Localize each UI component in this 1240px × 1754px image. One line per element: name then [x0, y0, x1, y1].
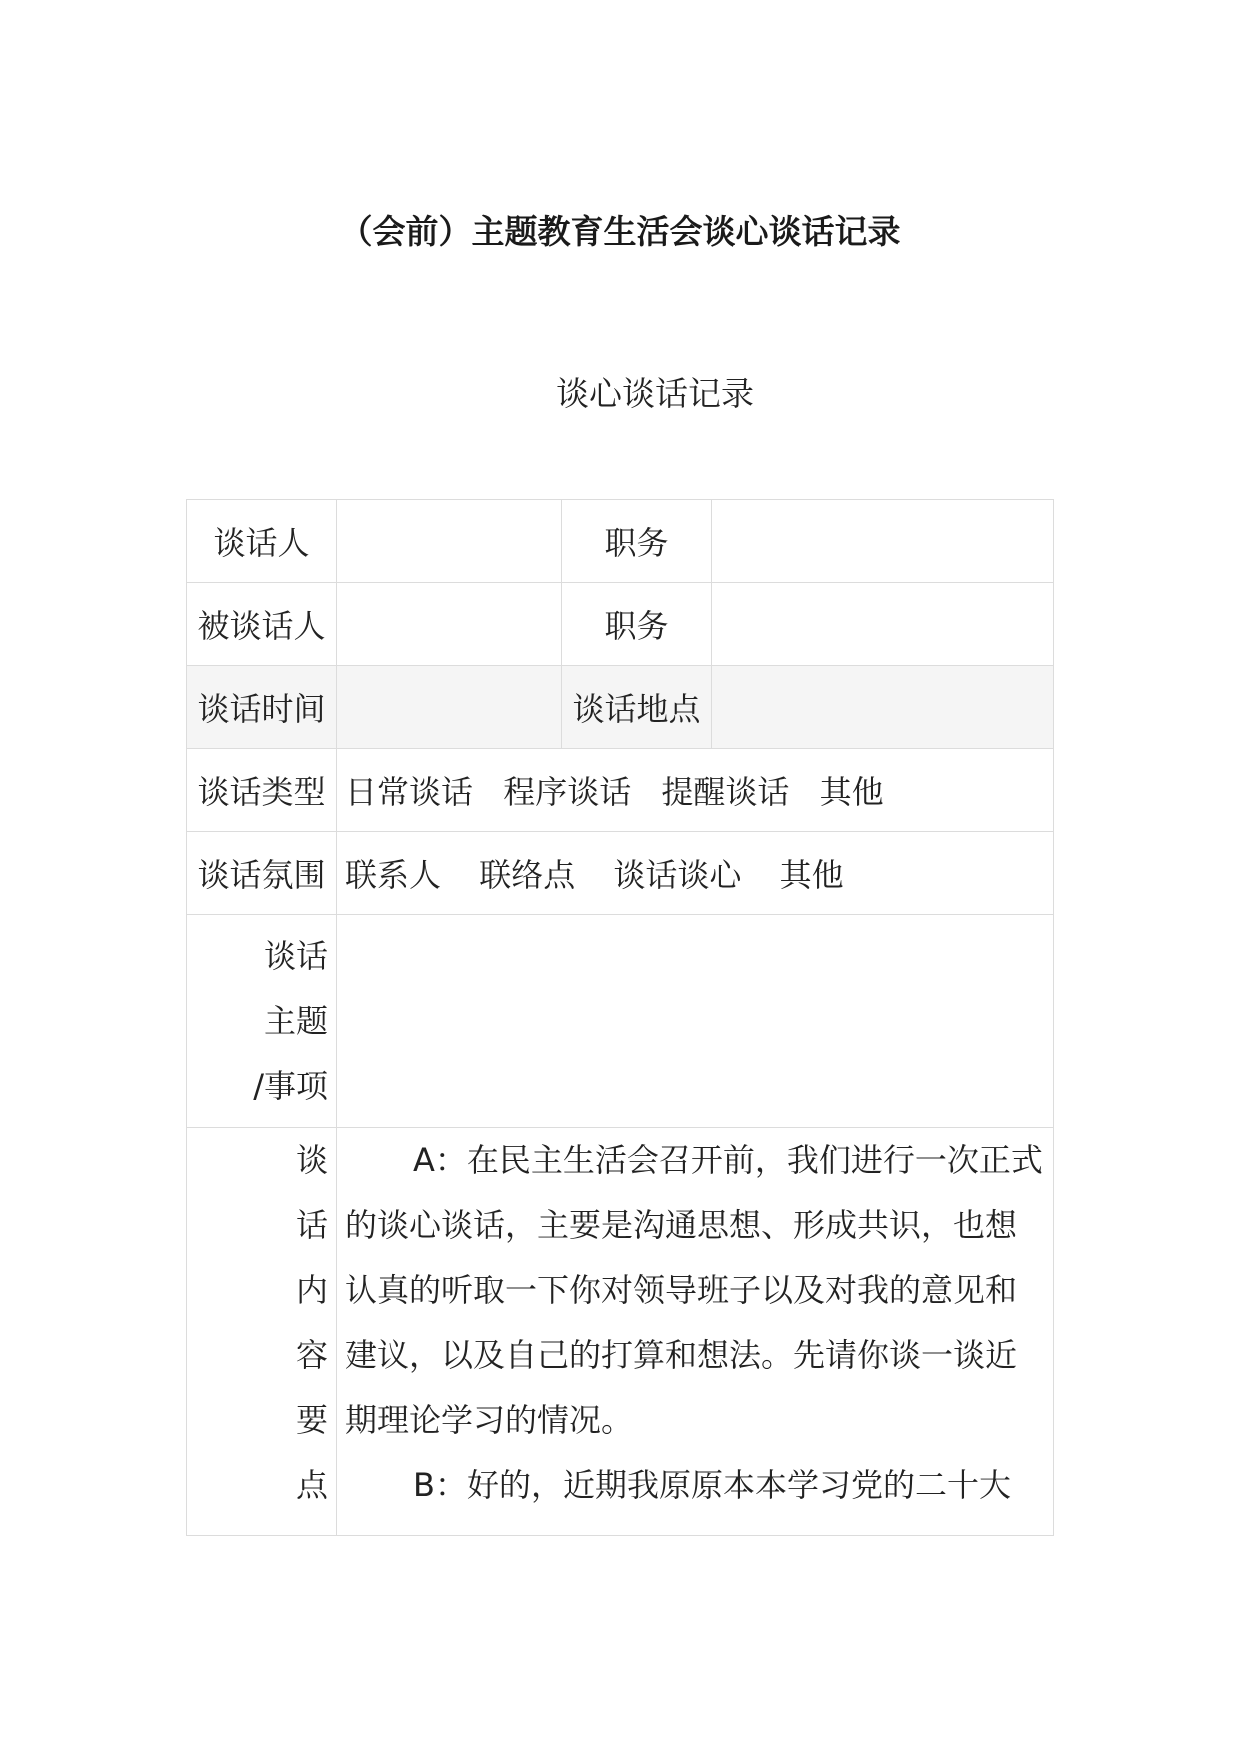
atmosphere-option-heart-talk[interactable]: 谈话谈心: [613, 856, 742, 894]
label-talk-type: 谈话类型: [187, 749, 337, 832]
label-talk-place: 谈话地点: [562, 666, 712, 749]
label-talk-topic-line-1: 谈话: [263, 936, 328, 975]
label-talk-topic-line-2: 主题: [263, 1001, 328, 1040]
atmosphere-option-liaison-point[interactable]: 联络点: [479, 856, 576, 894]
talkee-position-value[interactable]: [712, 583, 1054, 666]
talk-topic-value[interactable]: [337, 915, 1054, 1128]
label-talk-topic: [187, 915, 337, 1128]
talk-time-value[interactable]: [337, 666, 562, 749]
label-talk-atmosphere: 谈话氛围: [187, 832, 337, 915]
row-talk-atmosphere: [187, 832, 1054, 915]
row-talker: [187, 500, 1054, 583]
row-talk-topic: [187, 915, 1054, 1128]
label-talk-content-char-4: 容: [295, 1336, 328, 1374]
label-talk-content-char-3: 内: [295, 1271, 328, 1309]
label-talk-content-char-5: 要: [295, 1401, 328, 1439]
talk-record-table: [186, 499, 1054, 1536]
atmosphere-option-contact[interactable]: 联系人: [345, 856, 442, 894]
talk-content-value[interactable]: [337, 1128, 1054, 1536]
row-talkee: [187, 583, 1054, 666]
talker-position-value[interactable]: [712, 500, 1054, 583]
talk-place-value[interactable]: [712, 666, 1054, 749]
label-talk-content-char-2: 话: [295, 1206, 328, 1244]
talk-content-paragraph-b: B：好的，近期我原原本本学习党的二十大: [413, 1466, 1011, 1504]
row-talk-type: [187, 749, 1054, 832]
row-time-place: [187, 666, 1054, 749]
document-title: （会前）主题教育生活会谈心谈话记录: [339, 212, 901, 251]
label-talk-content-char-1: 谈: [295, 1141, 328, 1179]
label-talk-content-char-6: 点: [295, 1466, 328, 1504]
talker-value[interactable]: [337, 500, 562, 583]
talk-type-option-other[interactable]: 其他: [819, 773, 884, 811]
document-subtitle: 谈心谈话记录: [556, 374, 754, 413]
label-talk-content: [187, 1128, 337, 1536]
label-talkee: 被谈话人: [187, 583, 337, 666]
talk-type-options: [337, 749, 1054, 832]
label-talk-topic-line-3: /事项: [253, 1066, 328, 1105]
talkee-value[interactable]: [337, 583, 562, 666]
label-talker: 谈话人: [187, 500, 337, 583]
label-talkee-position: 职务: [562, 583, 712, 666]
label-talk-time: 谈话时间: [187, 666, 337, 749]
label-talker-position: 职务: [562, 500, 712, 583]
talk-content-paragraph-a: A：在民主生活会召开前，我们进行一次正式的谈心谈话，主要是沟通思想、形成共识，也想认真的听取一下你对领导班子以及对我的意见和建议，以及自己的打算和想法。先请你谈一谈近期理论学习的情况。: [345, 1141, 1043, 1439]
talk-type-option-daily[interactable]: 日常谈话: [345, 773, 474, 811]
talk-atmosphere-options: [337, 832, 1054, 915]
talk-type-option-reminder[interactable]: 提醒谈话: [661, 773, 790, 811]
atmosphere-option-other[interactable]: 其他: [779, 856, 844, 894]
row-talk-content: [187, 1128, 1054, 1536]
talk-type-option-procedural[interactable]: 程序谈话: [503, 773, 632, 811]
